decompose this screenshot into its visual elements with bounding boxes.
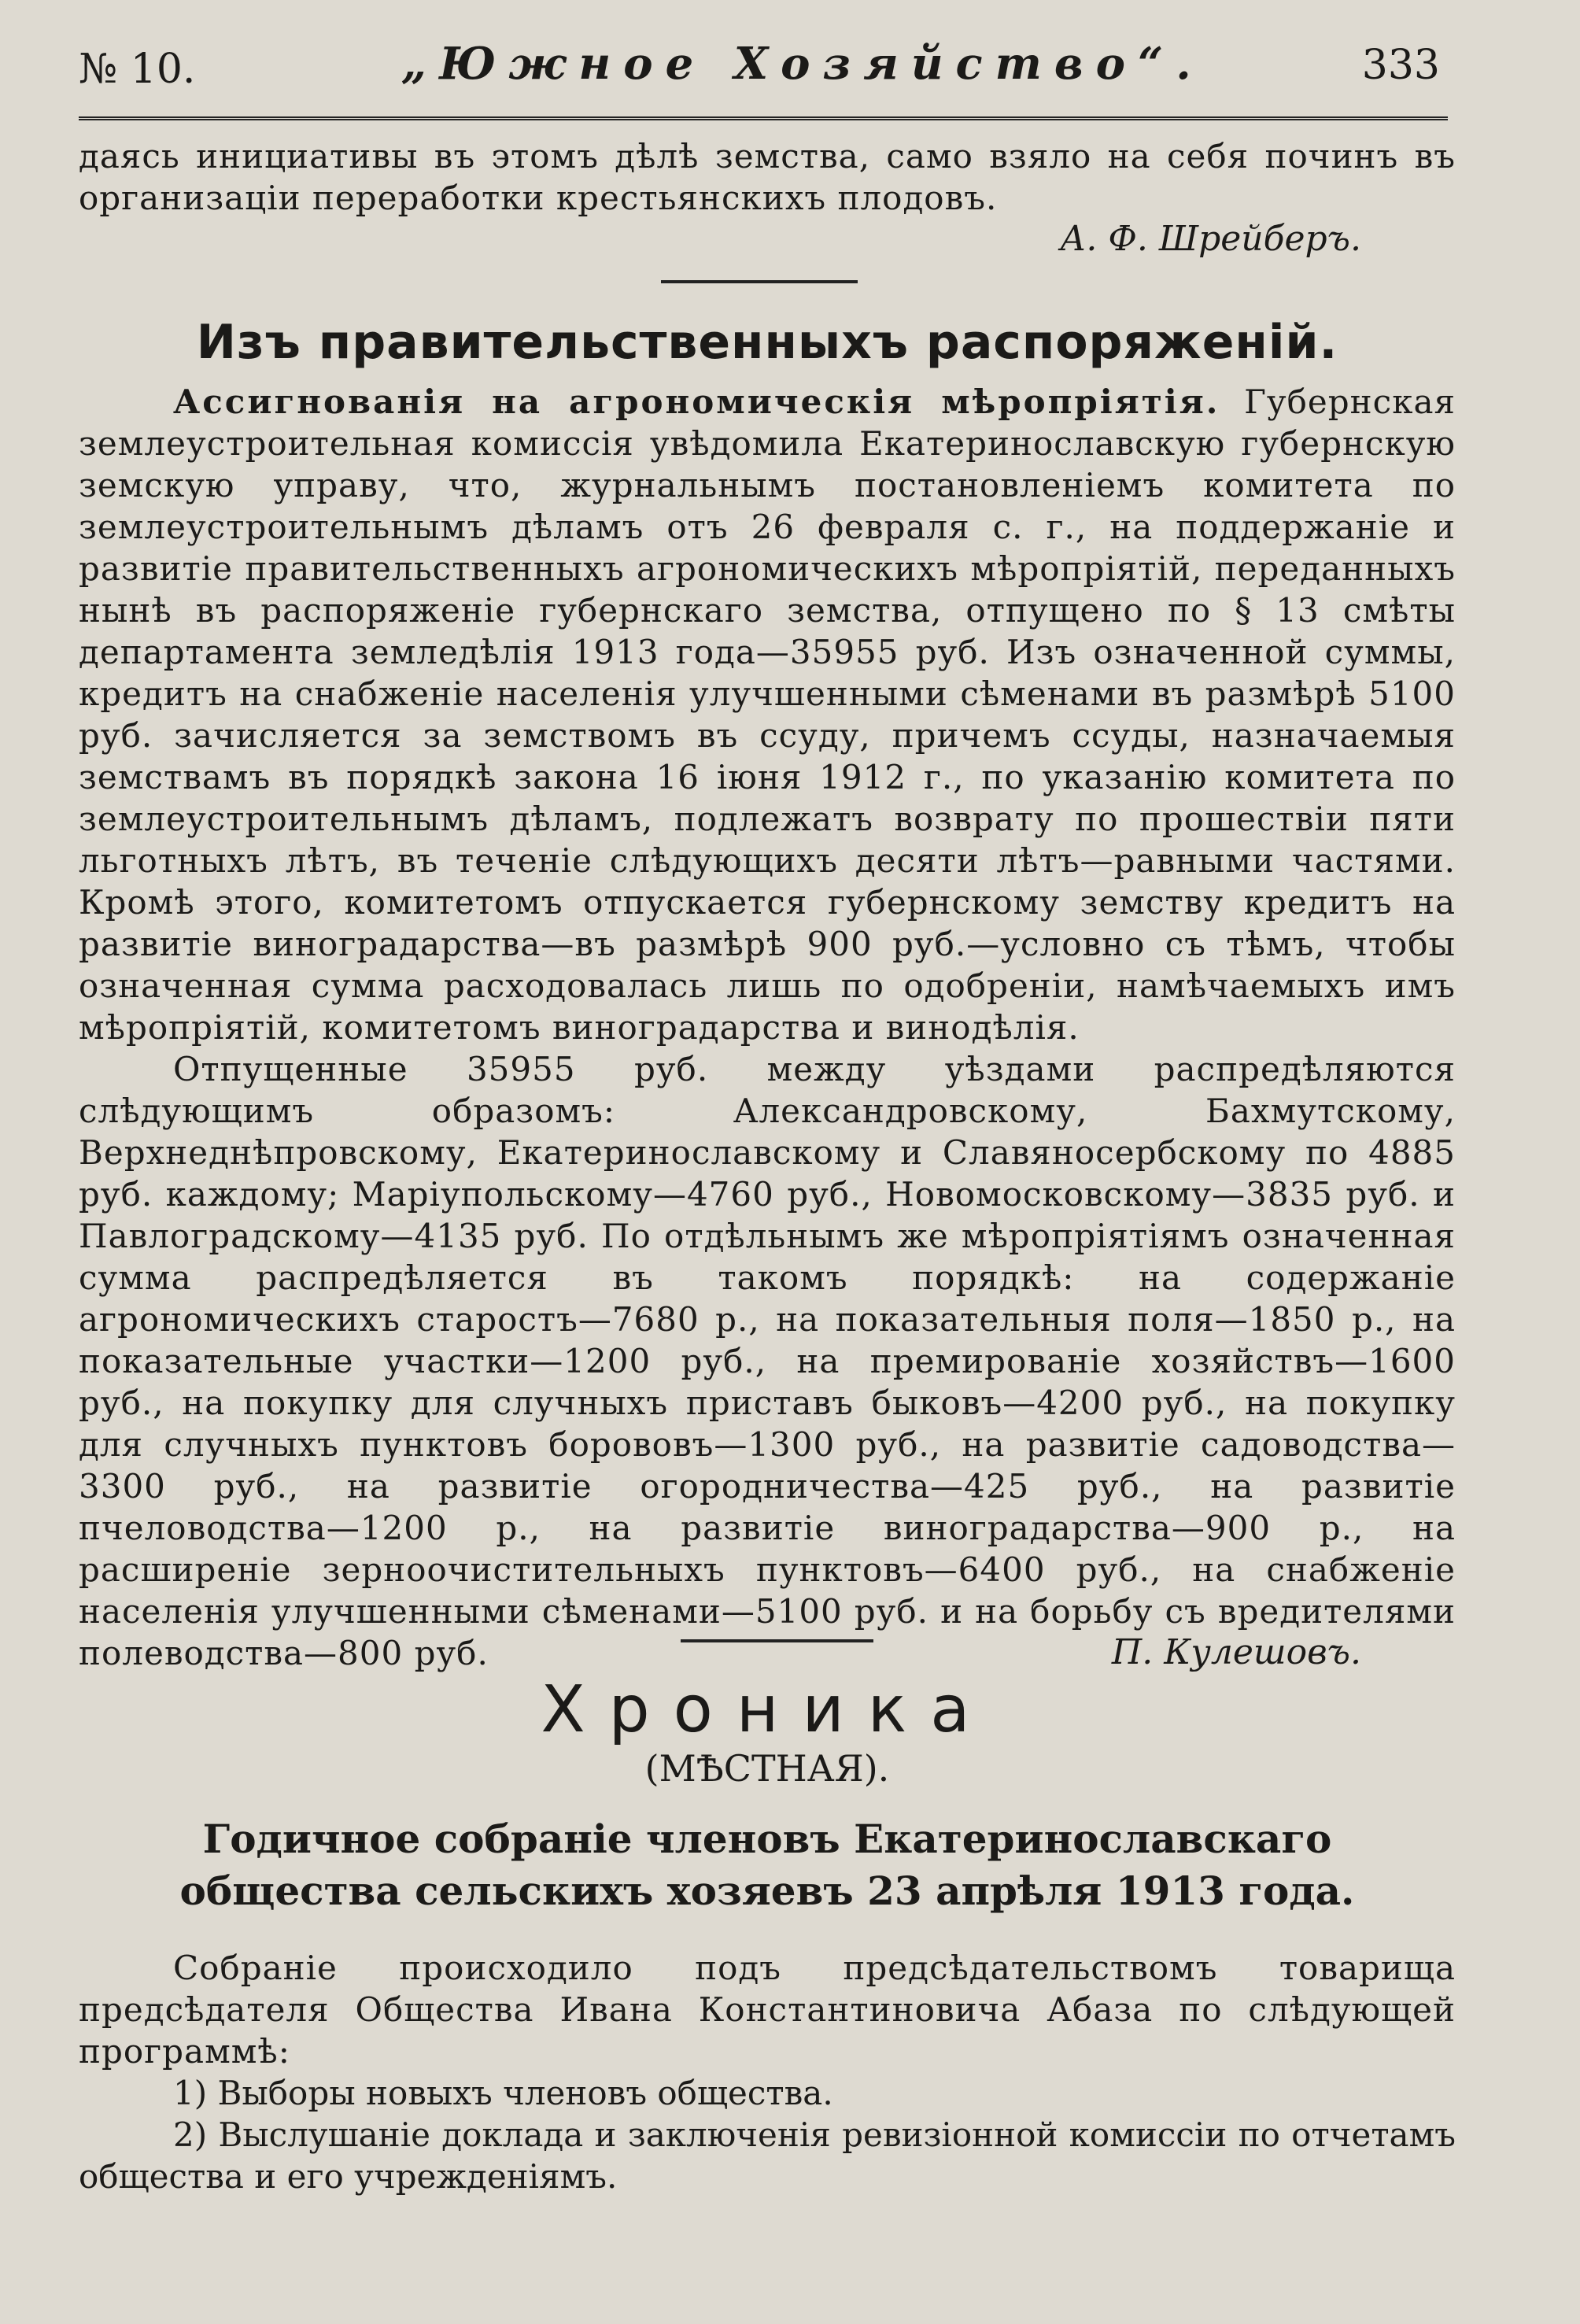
meeting-paragraph: Собраніе происходило подъ предсѣдательствомъ товарища предсѣдателя Общества Ивана Константиновича Абаза по слѣдующей программѣ: bbox=[79, 1949, 1456, 2071]
paragraph-1-body: Губернская землеустроительная комиссія увѣдомила Екатеринославскую губернскую земскую управу, что, журнальнымъ постановленіемъ комитета по землеустроительнымъ дѣламъ отъ 26 февраля с. г., на поддержаніе и развитіе правительственныхъ агрономическихъ мѣропріятій, переданныхъ нынѣ въ распоряженіе губернскаго земства, отпущено по § 13 смѣты департамента земледѣлія 1913 года—35955 руб. Изъ означенной суммы, кредитъ на снабженіе населенія улучшенными сѣменами въ размѣрѣ 5100 руб. зачисляется за земствомъ въ ссуду, причемъ ссуды, назначаемыя земствамъ въ порядкѣ закона 16 іюня 1912 г., по указанію комитета по землеустроительнымъ дѣламъ, подлежатъ возврату по прошествіи пяти льготныхъ лѣтъ, въ теченіе слѣдующихъ десяти лѣтъ—равными частями. Кромѣ этого, комитетомъ отпускается губернскому земству кредитъ на развитіе виноградарства—въ размѣрѣ 900 руб.—условно съ тѣмъ, чтобы означенная сумма расходовалась лишь по одобреніи, намѣчаемыхъ имъ мѣропріятій, комитетомъ виноградарства и винодѣлія. bbox=[79, 382, 1456, 1047]
intro-block bbox=[79, 135, 1456, 259]
intro-text: даясь инициативы въ этомъ дѣлѣ земства, само взяло на себя починъ въ организаціи переработки крестьянскихъ плодовъ. bbox=[79, 137, 1456, 217]
journal-title: „Южное Хозяйство“. bbox=[401, 38, 1204, 90]
program-list bbox=[79, 2072, 1456, 2197]
section-paragraph-2 bbox=[79, 1048, 1456, 1674]
chronicle-block bbox=[79, 1672, 1456, 2197]
section-signature: П. Кулешовъ. bbox=[1111, 1632, 1361, 1672]
lead-heading: Ассигнованія на агрономическія мѣропріятія. bbox=[173, 382, 1220, 421]
section-paragraph-1 bbox=[79, 381, 1456, 1048]
page-number: 333 bbox=[1361, 42, 1440, 89]
chronicle-subtitle: (МѢСТНАЯ). bbox=[644, 1747, 890, 1790]
intro-signature: А. Ф. Шрейберъ. bbox=[1060, 219, 1361, 259]
chronicle-title: Хроника bbox=[541, 1672, 994, 1747]
issue-number: № 10. bbox=[79, 46, 196, 93]
divider-rule bbox=[661, 280, 858, 283]
list-item: 1) Выборы новыхъ членовъ общества. bbox=[173, 2074, 833, 2112]
divider-rule bbox=[681, 1639, 873, 1642]
page-header bbox=[79, 38, 1448, 120]
paragraph-2-body: Отпущенные 35955 руб. между уѣздами распредѣляются слѣдующимъ образомъ: Александровскому, Бахмутскому, Верхнеднѣпровскому, Екатеринославскому и Славяносербскому по 4885 руб. каждому; Маріупольскому—4760 руб., Новомосковскому—3835 руб. и Павлоградскому—4135 руб. По отдѣльнымъ же мѣропріятіямъ означенная сумма распредѣляется въ такомъ порядкѣ: на содержаніе агрономическихъ старостъ—7680 р., на показательныя поля—1850 р., на показательные участки—1200 руб., на премированіе хозяйствъ—1600 руб., на покупку для случныхъ приставъ быковъ—4200 руб., на покупку для случныхъ пунктовъ борововъ—1300 руб., на развитіе садоводства—3300 руб., на развитіе огородничества—425 руб., на развитіе пчеловодства—1200 р., на развитіе виноградарства—900 р., на расширеніе зерноочистительныхъ пунктовъ—6400 руб., на снабженіе населенія улучшенными сѣменами—5100 руб. и на борьбу съ вредителями полеводства—800 руб. bbox=[79, 1050, 1456, 1672]
section-government bbox=[79, 315, 1456, 1672]
meeting-headline: Годичное собраніе членовъ Екатеринославскаго общества сельскихъ хозяевъ 23 апрѣля 1913 года. bbox=[179, 1816, 1355, 1914]
section-title: Изъ правительственныхъ распоряженій. bbox=[196, 315, 1338, 370]
list-item: 2) Выслушаніе доклада и заключенія ревизіонной комиссіи по отчетамъ общества и его учрежденіямъ. bbox=[79, 2115, 1456, 2196]
